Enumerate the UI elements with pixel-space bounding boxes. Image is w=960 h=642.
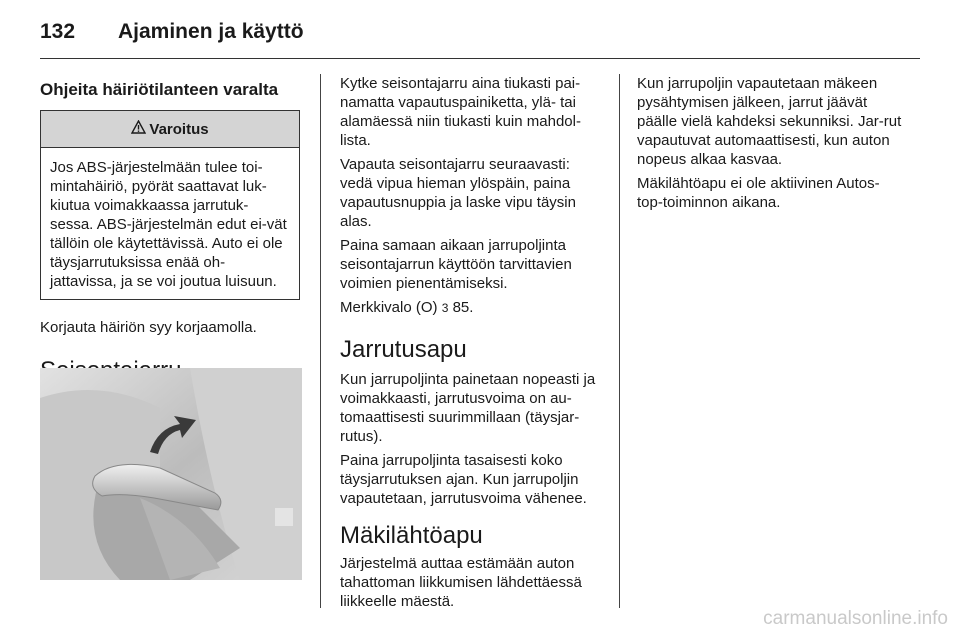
parking-brake-illustration [40, 368, 302, 580]
warning-text: Jos ABS-järjestelmään tulee toi-mintahäiriö, pyörät saattavat luk-kiutua voimakkaassa jarrutuk-sessa. ABS-järjestelmän edut ei-vät tällöin ole käytettävissä. Auto ei ole täysjarrutuksissa enää oh-jattavissa, ja se voi joutua luisuun. [50, 159, 287, 290]
repair-note: Korjauta häiriön syy korjaamolla. [40, 319, 257, 336]
column-divider-2 [619, 74, 620, 608]
column-divider-1 [320, 74, 321, 608]
column-middle [340, 74, 606, 616]
page-header [40, 14, 920, 54]
chapter-title: Ajaminen ja käyttö [118, 20, 304, 43]
column-right [637, 74, 903, 217]
page-ref-arrow-icon: 3 [441, 301, 449, 315]
paragraph-hill-start-release: Kun jarrupoljin vapautetaan mäkeen pysähtymisen jälkeen, jarrut jäävät päälle vielä kahdeksi sekunniksi. Jar-rut vapautuvat automaattisesti, kun auton nopeus alkaa kasvaa. [637, 75, 902, 168]
indicator-label: Merkkivalo [340, 299, 412, 316]
page-ref: 85. [452, 299, 474, 316]
paragraph-release-brake: Vapauta seisontajarru seuraavasti: vedä vipua hieman ylöspäin, paina vapautusnuppia ja laske vipu täysin alas. [340, 156, 576, 230]
watermark: carmanualsonline.info [763, 608, 948, 629]
paragraph-autostop-note: Mäkilähtöapu ei ole aktiivinen Autos-top-toiminnon aikana. [637, 175, 880, 211]
paragraph-indicator-ref [340, 298, 606, 318]
warning-box [40, 110, 300, 300]
paragraph-apply-brake: Kytke seisontajarru aina tiukasti pai-namatta vapautuspainiketta, ylä- tai alamäessä niin tiukasti kuin mahdol-lista. [340, 75, 581, 149]
warning-title: Varoitus [149, 120, 209, 138]
paragraph-hill-start-assist: Järjestelmä auttaa estämään auton tahattoman liikkumisen lähdettäessä liikkeelle mäestä. [340, 555, 582, 610]
paragraph-brake-assist-1: Kun jarrupoljinta painetaan nopeasti ja voimakkaasti, jarrutusvoima on au-tomaattisesti suurimmillaan (täysjar-rutus). [340, 371, 596, 445]
heading-hill-start-assist: Mäkilähtöapu [340, 522, 483, 549]
page-number: 132 [40, 20, 76, 43]
column-left [40, 74, 302, 391]
paragraph-brake-assist-2: Paina jarrupoljinta tasaisesti koko täysjarrutuksen ajan. Kun jarrupoljin vapautetaan, jarrutusvoima vähenee. [340, 452, 587, 507]
header-rule [40, 58, 920, 59]
brake-indicator-icon: (O) [415, 299, 438, 316]
section-title: Ohjeita häiriötilanteen varalta [40, 80, 279, 99]
warning-triangle-icon [131, 120, 146, 138]
heading-brake-assist: Jarrutusapu [340, 336, 467, 363]
warning-header [41, 111, 299, 148]
paragraph-brake-pedal: Paina samaan aikaan jarrupoljinta seisontajarrun käyttöön tarvittavien voimien pienentämiseksi. [340, 237, 572, 292]
